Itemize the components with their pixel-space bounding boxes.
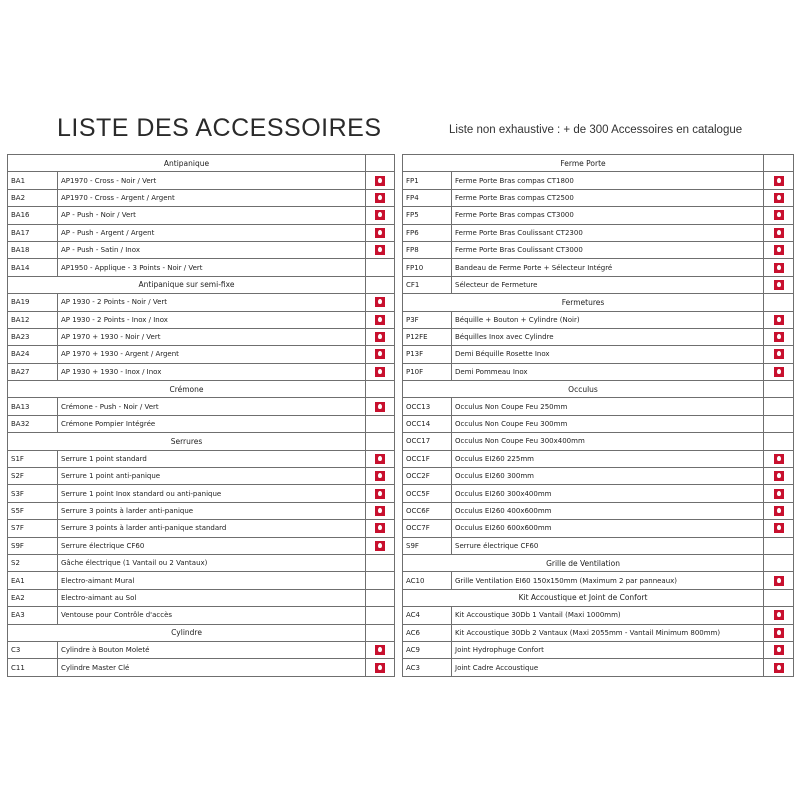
section-title: Antipanique (8, 155, 366, 172)
item-description: Joint Hydrophuge Confort (452, 641, 764, 658)
fire-resistant-icon (774, 663, 784, 673)
table-row (8, 207, 395, 224)
fire-rating-cell (366, 468, 395, 485)
fire-rating-cell (764, 328, 794, 345)
item-description: Cylindre à Bouton Moleté (58, 641, 366, 658)
fire-rating-cell (366, 241, 395, 258)
fire-resistant-icon (375, 471, 385, 481)
fire-resistant-icon (774, 245, 784, 255)
item-code: BA23 (8, 328, 58, 345)
fire-resistant-icon (375, 454, 385, 464)
accessories-table-right (402, 154, 794, 677)
fire-rating-cell (366, 659, 395, 676)
item-description: Ventouse pour Contrôle d'accès (58, 607, 366, 624)
fire-rating-cell (366, 189, 395, 206)
item-description: Serrure 1 point anti-panique (58, 468, 366, 485)
item-code: AC9 (403, 641, 452, 658)
fire-rating-cell (366, 207, 395, 224)
fire-rating-cell (366, 485, 395, 502)
item-description: Demi Pommeau Inox (452, 363, 764, 380)
item-code: OCC17 (403, 433, 452, 450)
fire-rating-cell (366, 328, 395, 345)
fire-rating-cell (764, 259, 794, 276)
table-row (8, 172, 395, 189)
item-code: OCC2F (403, 468, 452, 485)
item-description: Bandeau de Ferme Porte + Sélecteur Intégré (452, 259, 764, 276)
table-row (8, 450, 395, 467)
item-description: Occulus EI260 300x400mm (452, 485, 764, 502)
fire-resistant-icon (774, 176, 784, 186)
table-row (8, 589, 395, 606)
table-row (403, 450, 794, 467)
table-row (403, 259, 794, 276)
item-description: Occulus EI260 300mm (452, 468, 764, 485)
fire-resistant-icon (375, 193, 385, 203)
fire-rating-cell (764, 468, 794, 485)
fire-resistant-icon (375, 402, 385, 412)
item-code: AC10 (403, 572, 452, 589)
fire-rating-cell (764, 659, 794, 676)
item-description: Demi Béquille Rosette Inox (452, 346, 764, 363)
fire-resistant-icon (774, 193, 784, 203)
table-row (403, 241, 794, 258)
table-row (403, 659, 794, 676)
item-code: FP1 (403, 172, 452, 189)
table-row (8, 468, 395, 485)
item-code: BA24 (8, 346, 58, 363)
fire-rating-cell (764, 346, 794, 363)
table-row (8, 537, 395, 554)
section-empty-cell (366, 381, 395, 398)
section-empty-cell (366, 433, 395, 450)
fire-rating-cell (366, 572, 395, 589)
item-code: P13F (403, 346, 452, 363)
fire-rating-cell (366, 363, 395, 380)
item-code: S2F (8, 468, 58, 485)
item-code: S7F (8, 520, 58, 537)
table-row (403, 502, 794, 519)
table-row (403, 346, 794, 363)
fire-resistant-icon (375, 367, 385, 377)
fire-rating-cell (366, 259, 395, 276)
fire-resistant-icon (774, 349, 784, 359)
fire-resistant-icon (375, 245, 385, 255)
item-code: S2 (8, 554, 58, 571)
fire-resistant-icon (774, 210, 784, 220)
fire-rating-cell (366, 415, 395, 432)
fire-resistant-icon (774, 471, 784, 481)
fire-resistant-icon (774, 332, 784, 342)
item-code: BA2 (8, 189, 58, 206)
fire-rating-cell (764, 415, 794, 432)
item-code: S9F (8, 537, 58, 554)
section-empty-cell (764, 155, 794, 172)
table-row (8, 572, 395, 589)
table-row (8, 607, 395, 624)
item-description: Gâche électrique (1 Vantail ou 2 Vantaux) (58, 554, 366, 571)
item-description: Serrure 1 point standard (58, 450, 366, 467)
fire-rating-cell (366, 589, 395, 606)
section-title: Grille de Ventilation (403, 554, 764, 571)
item-description: Occulus EI260 400x600mm (452, 502, 764, 519)
fire-resistant-icon (375, 315, 385, 325)
fire-resistant-icon (774, 263, 784, 273)
item-code: OCC14 (403, 415, 452, 432)
item-code: OCC13 (403, 398, 452, 415)
fire-resistant-icon (375, 489, 385, 499)
fire-resistant-icon (774, 610, 784, 620)
section-title: Fermetures (403, 294, 764, 311)
item-description: AP 1930 - 2 Points - Inox / Inox (58, 311, 366, 328)
fire-rating-cell (764, 624, 794, 641)
item-description: Serrure électrique CF60 (452, 537, 764, 554)
item-code: BA1 (8, 172, 58, 189)
item-code: FP10 (403, 259, 452, 276)
table-row (8, 520, 395, 537)
item-code: S1F (8, 450, 58, 467)
table-row (403, 363, 794, 380)
fire-resistant-icon (774, 315, 784, 325)
fire-rating-cell (764, 311, 794, 328)
fire-rating-cell (764, 189, 794, 206)
item-code: EA1 (8, 572, 58, 589)
table-row (403, 276, 794, 293)
item-description: Sélecteur de Fermeture (452, 276, 764, 293)
page-title: LISTE DES ACCESSOIRES (57, 114, 382, 142)
fire-rating-cell (764, 207, 794, 224)
item-description: Occulus EI260 225mm (452, 450, 764, 467)
item-code: EA3 (8, 607, 58, 624)
table-row (8, 241, 395, 258)
fire-resistant-icon (774, 228, 784, 238)
table-row (8, 415, 395, 432)
item-description: Occulus Non Coupe Feu 250mm (452, 398, 764, 415)
item-description: Occulus EI260 600x600mm (452, 520, 764, 537)
fire-rating-cell (366, 311, 395, 328)
fire-rating-cell (366, 450, 395, 467)
item-code: P3F (403, 311, 452, 328)
fire-resistant-icon (375, 349, 385, 359)
section-header-row (403, 155, 794, 172)
table-row (403, 607, 794, 624)
item-code: AC6 (403, 624, 452, 641)
section-title: Cylindre (8, 624, 366, 641)
section-empty-cell (366, 155, 395, 172)
fire-resistant-icon (375, 523, 385, 533)
table-row (8, 346, 395, 363)
fire-rating-cell (366, 294, 395, 311)
fire-rating-cell (764, 398, 794, 415)
item-description: Cylindre Master Clé (58, 659, 366, 676)
item-description: Ferme Porte Bras compas CT3000 (452, 207, 764, 224)
fire-rating-cell (764, 276, 794, 293)
table-row (403, 398, 794, 415)
section-empty-cell (366, 276, 395, 293)
item-description: AP1950 - Applique - 3 Points - Noir / Vert (58, 259, 366, 276)
fire-resistant-icon (774, 367, 784, 377)
table-row (8, 398, 395, 415)
item-code: AC3 (403, 659, 452, 676)
fire-rating-cell (366, 641, 395, 658)
fire-rating-cell (366, 224, 395, 241)
item-code: S9F (403, 537, 452, 554)
table-row (8, 189, 395, 206)
item-code: FP5 (403, 207, 452, 224)
table-row (8, 659, 395, 676)
fire-resistant-icon (774, 506, 784, 516)
section-empty-cell (764, 294, 794, 311)
table-row (403, 415, 794, 432)
item-code: S5F (8, 502, 58, 519)
table-row (403, 224, 794, 241)
table-row (8, 502, 395, 519)
item-code: BA13 (8, 398, 58, 415)
item-description: Occulus Non Coupe Feu 300x400mm (452, 433, 764, 450)
fire-rating-cell (764, 450, 794, 467)
fire-rating-cell (764, 485, 794, 502)
table-row (8, 311, 395, 328)
fire-resistant-icon (375, 663, 385, 673)
item-code: CF1 (403, 276, 452, 293)
fire-resistant-icon (375, 541, 385, 551)
fire-resistant-icon (774, 489, 784, 499)
item-description: Kit Accoustique 30Db 1 Vantail (Maxi 1000mm) (452, 607, 764, 624)
fire-rating-cell (764, 502, 794, 519)
item-code: P12FE (403, 328, 452, 345)
item-description: AP 1970 + 1930 - Argent / Argent (58, 346, 366, 363)
item-description: Electro-aimant Mural (58, 572, 366, 589)
section-title: Ferme Porte (403, 155, 764, 172)
section-header-row (8, 155, 395, 172)
item-description: Serrure électrique CF60 (58, 537, 366, 554)
item-code: AC4 (403, 607, 452, 624)
fire-rating-cell (764, 520, 794, 537)
section-title: Serrures (8, 433, 366, 450)
item-description: Serrure 3 points à larder anti-panique standard (58, 520, 366, 537)
item-code: OCC1F (403, 450, 452, 467)
section-header-row (8, 276, 395, 293)
section-title: Antipanique sur semi-fixe (8, 276, 366, 293)
fire-resistant-icon (774, 576, 784, 586)
fire-rating-cell (366, 607, 395, 624)
table-row (403, 172, 794, 189)
item-description: Joint Cadre Accoustique (452, 659, 764, 676)
fire-rating-cell (764, 224, 794, 241)
section-header-row (403, 294, 794, 311)
fire-rating-cell (366, 537, 395, 554)
table-row (8, 224, 395, 241)
table-row (403, 189, 794, 206)
fire-resistant-icon (774, 280, 784, 290)
table-row (403, 433, 794, 450)
item-description: Occulus Non Coupe Feu 300mm (452, 415, 764, 432)
fire-rating-cell (764, 241, 794, 258)
fire-resistant-icon (774, 628, 784, 638)
table-row (8, 485, 395, 502)
table-row (403, 311, 794, 328)
item-code: S3F (8, 485, 58, 502)
fire-rating-cell (366, 398, 395, 415)
section-title: Crémone (8, 381, 366, 398)
fire-resistant-icon (375, 176, 385, 186)
section-header-row (403, 589, 794, 606)
item-code: OCC6F (403, 502, 452, 519)
table-row (403, 485, 794, 502)
table-row (403, 520, 794, 537)
fire-resistant-icon (375, 297, 385, 307)
table-row (403, 624, 794, 641)
table-row (403, 328, 794, 345)
fire-rating-cell (764, 641, 794, 658)
fire-rating-cell (764, 607, 794, 624)
fire-rating-cell (366, 520, 395, 537)
fire-rating-cell (764, 363, 794, 380)
item-description: Crémone Pompier Intégrée (58, 415, 366, 432)
fire-rating-cell (366, 172, 395, 189)
item-description: AP - Push - Argent / Argent (58, 224, 366, 241)
section-empty-cell (764, 554, 794, 571)
table-row (8, 363, 395, 380)
section-header-row (8, 381, 395, 398)
table-row (8, 554, 395, 571)
item-code: BA16 (8, 207, 58, 224)
item-code: P10F (403, 363, 452, 380)
item-description: AP1970 - Cross - Noir / Vert (58, 172, 366, 189)
section-header-row (403, 381, 794, 398)
fire-rating-cell (366, 554, 395, 571)
item-description: Béquille + Bouton + Cylindre (Noir) (452, 311, 764, 328)
fire-resistant-icon (774, 645, 784, 655)
item-description: Grille Ventilation EI60 150x150mm (Maximum 2 par panneaux) (452, 572, 764, 589)
table-row (403, 537, 794, 554)
fire-rating-cell (764, 172, 794, 189)
fire-resistant-icon (375, 210, 385, 220)
table-row (403, 572, 794, 589)
item-code: OCC7F (403, 520, 452, 537)
item-code: BA27 (8, 363, 58, 380)
item-code: BA19 (8, 294, 58, 311)
item-description: AP - Push - Satin / Inox (58, 241, 366, 258)
item-code: BA12 (8, 311, 58, 328)
item-description: Kit Accoustique 30Db 2 Vantaux (Maxi 2055mm - Vantail Minimum 800mm) (452, 624, 764, 641)
item-description: Ferme Porte Bras compas CT2500 (452, 189, 764, 206)
fire-resistant-icon (375, 506, 385, 516)
accessories-table-left (7, 154, 395, 677)
fire-rating-cell (764, 537, 794, 554)
page-subtitle: Liste non exhaustive : + de 300 Accessoires en catalogue (449, 124, 743, 136)
table-row (8, 259, 395, 276)
item-description: AP 1930 + 1930 - Inox / Inox (58, 363, 366, 380)
fire-resistant-icon (375, 332, 385, 342)
table-row (8, 294, 395, 311)
fire-rating-cell (764, 433, 794, 450)
fire-resistant-icon (774, 454, 784, 464)
section-header-row (403, 554, 794, 571)
item-description: Serrure 3 points à larder anti-panique (58, 502, 366, 519)
section-title: Occulus (403, 381, 764, 398)
item-description: Ferme Porte Bras Coulissant CT2300 (452, 224, 764, 241)
fire-resistant-icon (774, 523, 784, 533)
item-description: Ferme Porte Bras compas CT1800 (452, 172, 764, 189)
table-row (8, 641, 395, 658)
item-description: AP 1930 - 2 Points - Noir / Vert (58, 294, 366, 311)
section-empty-cell (764, 589, 794, 606)
item-code: FP6 (403, 224, 452, 241)
item-description: AP 1970 + 1930 - Noir / Vert (58, 328, 366, 345)
item-code: C11 (8, 659, 58, 676)
fire-resistant-icon (375, 228, 385, 238)
section-header-row (8, 433, 395, 450)
item-code: BA14 (8, 259, 58, 276)
item-description: Ferme Porte Bras Coulissant CT3000 (452, 241, 764, 258)
fire-rating-cell (366, 346, 395, 363)
item-code: EA2 (8, 589, 58, 606)
fire-resistant-icon (375, 645, 385, 655)
table-row (403, 468, 794, 485)
fire-rating-cell (366, 502, 395, 519)
item-code: BA17 (8, 224, 58, 241)
item-description: Béquilles Inox avec Cylindre (452, 328, 764, 345)
table-row (403, 207, 794, 224)
section-title: Kit Accoustique et Joint de Confort (403, 589, 764, 606)
section-empty-cell (366, 624, 395, 641)
item-code: BA18 (8, 241, 58, 258)
item-description: AP - Push - Noir / Vert (58, 207, 366, 224)
item-description: Electro-aimant au Sol (58, 589, 366, 606)
item-description: AP1970 - Cross - Argent / Argent (58, 189, 366, 206)
fire-rating-cell (764, 572, 794, 589)
table-row (8, 328, 395, 345)
section-empty-cell (764, 381, 794, 398)
item-code: FP4 (403, 189, 452, 206)
item-code: BA32 (8, 415, 58, 432)
table-row (403, 641, 794, 658)
section-header-row (8, 624, 395, 641)
item-description: Serrure 1 point Inox standard ou anti-panique (58, 485, 366, 502)
item-code: C3 (8, 641, 58, 658)
item-description: Crémone - Push - Noir / Vert (58, 398, 366, 415)
item-code: FP8 (403, 241, 452, 258)
item-code: OCC5F (403, 485, 452, 502)
